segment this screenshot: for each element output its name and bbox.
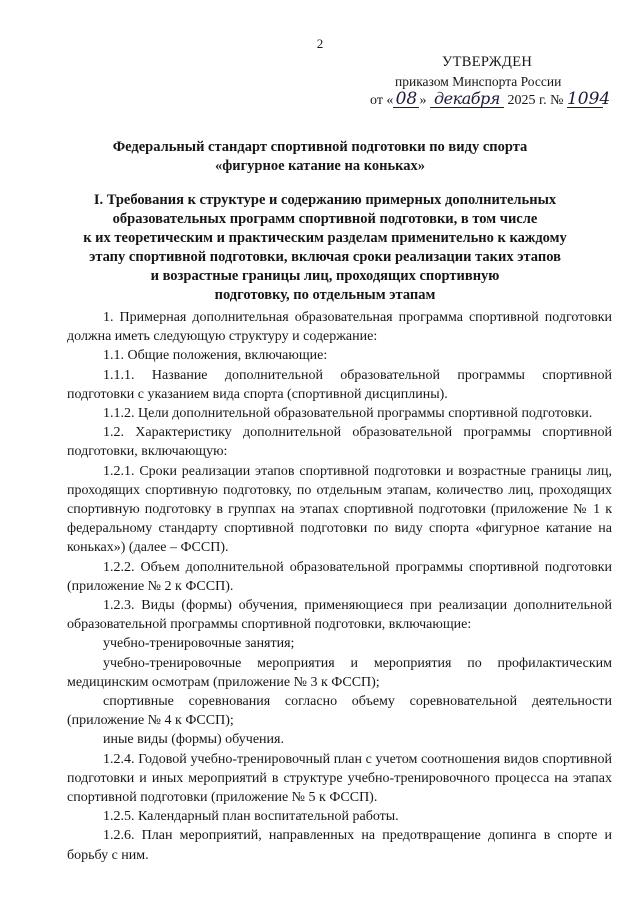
paragraph: 1.2.3. Виды (формы) обучения, применяющиеся при реализации дополнительной образовательной программы спортивной подготовки, включающие:: [67, 598, 612, 633]
paragraph: иные виды (формы) обучения.: [103, 732, 284, 748]
section-title-line: этапу спортивной подготовки, включая сроки реализации таких этапов: [89, 249, 561, 265]
paragraph: 1.2.6. План мероприятий, направленных на предотвращение допинга в спорте и борьбу с ним.: [67, 828, 612, 863]
approval-title: УТВЕРЖДЕН: [442, 54, 533, 70]
section-title-line: подготовку, по отдельным этапам: [214, 287, 436, 303]
paragraph: учебно-тренировочные мероприятия и мероприятия по профилактическим медицинским осмотрам (приложение № 3 к ФССП);: [67, 655, 612, 690]
section-title-line: к их теоретическим и практическим разделам применительно к каждому: [83, 230, 567, 246]
paragraph: 1.2.4. Годовой учебно-тренировочный план с учетом соотношения видов спортивной подготовки и иных мероприятий в структуре учебно-тренировочного процесса на этапах спортивной подготовки (приложение № 5 к ФССП).: [67, 751, 612, 806]
standard-title-line: Федеральный стандарт спортивной подготовки по виду спорта: [112, 139, 528, 155]
paragraph: 1.1.2. Цели дополнительной образовательной программы спортивной подготовки.: [103, 406, 593, 422]
handwritten-order-number: 1094: [566, 89, 611, 109]
handwritten-day: 08: [393, 91, 419, 108]
date-prefix: от «: [370, 93, 394, 108]
page-number: 2: [316, 36, 324, 51]
handwritten-month: декабря: [430, 91, 504, 108]
standard-title: [0, 138, 640, 176]
paragraph: спортивные соревнования согласно объему соревновательной деятельности (приложение № 4 к ФССП);: [67, 694, 612, 729]
paragraph: 1.1. Общие положения, включающие:: [103, 348, 328, 364]
section-title: [60, 191, 590, 305]
paragraph: 1.1.1. Название дополнительной образовательной программы спортивной подготовки с указанием вида спорта (спортивной дисциплины).: [67, 367, 612, 402]
paragraph: 1.2.1. Сроки реализации этапов спортивной подготовки и возрастные границы лиц, проходящих спортивную подготовку, по отдельным этапам, количество лиц, проходящих спортивную подготовку в группах на этапах спортивной подготовки (приложение № 1 к федеральному стандарту спортивной подготовки по виду спорта «фигурное катание на коньках») (далее – ФССП).: [67, 463, 612, 556]
standard-title-line: «фигурное катание на коньках»: [214, 158, 426, 174]
approval-block: [370, 53, 632, 110]
date-day-close: »: [419, 93, 427, 108]
paragraph: 1.2.2. Объем дополнительной образовательной программы спортивной подготовки (приложение № 2 к ФССП).: [67, 559, 612, 594]
section-title-line: образовательных программ спортивной подготовки, в том числе: [112, 211, 538, 227]
paragraph: 1.2. Характеристику дополнительной образовательной программы спортивной подготовки, включающую:: [67, 425, 612, 460]
paragraph: 1.2.5. Календарный план воспитательной работы.: [103, 809, 399, 825]
paragraph: 1. Примерная дополнительная образовательная программа спортивной подготовки должна иметь следующую структуру и содержание:: [67, 310, 612, 345]
section-title-line: и возрастные границы лиц, проходящих спортивную: [150, 268, 500, 284]
date-year: 2025 г. №: [507, 93, 564, 108]
approval-date: [370, 91, 632, 110]
document-body: [67, 308, 612, 865]
paragraph: учебно-тренировочные занятия;: [103, 636, 295, 652]
section-title-line: I. Требования к структуре и содержанию примерных дополнительных: [93, 192, 557, 208]
approval-order: приказом Минспорта России: [395, 74, 562, 89]
